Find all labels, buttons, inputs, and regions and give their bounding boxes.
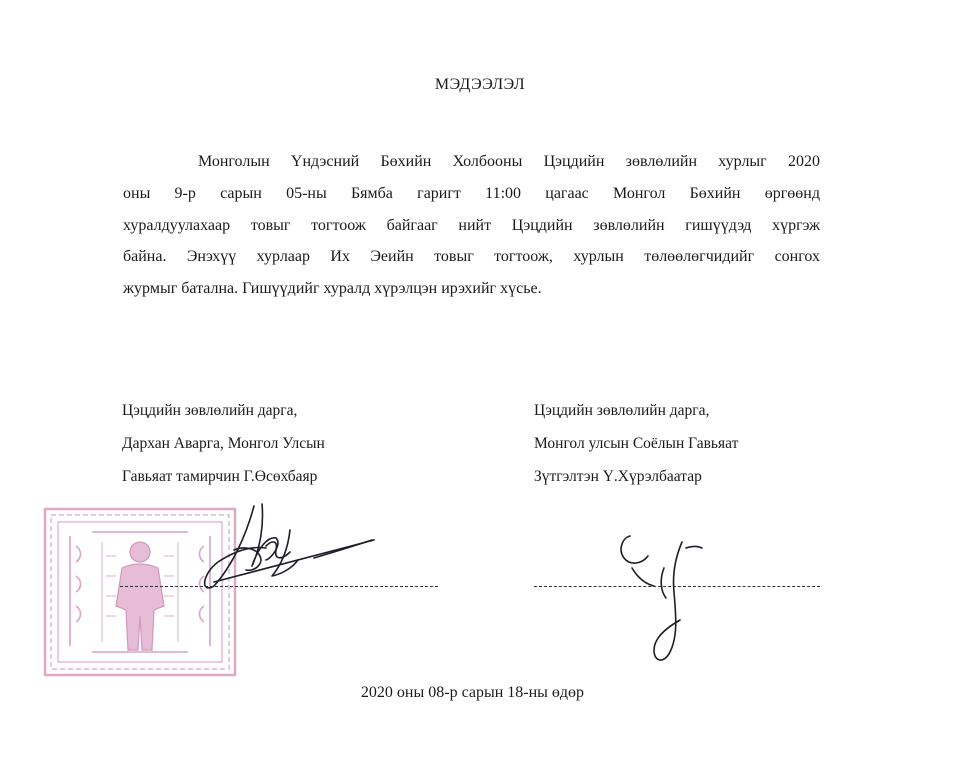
body-line: хуралдуулахаар товыг тогтоож байгааг нийт Цэцдийн зөвлөлийн гишүүдэд хүргэж [123, 216, 820, 234]
signature-line-left [120, 586, 438, 587]
body-line: Монголын Үндэсний Бөхийн Холбооны Цэцдийн зөвлөлийн хурлыг 2020 [198, 153, 820, 170]
document-date: 2020 оны 08-р сарын 18-ны өдөр [360, 684, 585, 701]
signatory-right-block [534, 394, 738, 493]
signature-left-icon [194, 500, 379, 600]
signature-right-icon [612, 528, 708, 678]
signatory-right-name: Зүтгэлтэн Ү.Хүрэлбаатар [534, 468, 702, 485]
signatory-left-block [122, 394, 325, 493]
signatory-left-position: Цэцдийн зөвлөлийн дарга, [122, 402, 298, 419]
signatory-left-title: Дархан Аварга, Монгол Улсын [122, 435, 325, 452]
document-title: МЭДЭЭЛЭЛ [434, 76, 526, 93]
body-line: оны 9-р сарын 05-ны Бямба гаригт 11:00 цагаас Монгол Бөхийн өргөөнд [123, 184, 820, 202]
body-line: байна. Энэхүү хурлаар Их Эеийн товыг тогтоож, хурлын төлөөлөгчидийг сонгох [123, 248, 820, 266]
signatory-right-position: Цэцдийн зөвлөлийн дарга, [534, 402, 710, 419]
signatory-right-title: Монгол улсын Соёлын Гавьяат [534, 435, 739, 452]
signature-line-right [534, 586, 820, 587]
body-line: журмыг батална. Гишүүдийг хуралд хүрэлцэн ирэхийг хүсье. [123, 280, 542, 298]
signatory-left-name: Гавьяат тамирчин Г.Өсөхбаяр [122, 468, 318, 485]
announcement-body [123, 146, 820, 305]
